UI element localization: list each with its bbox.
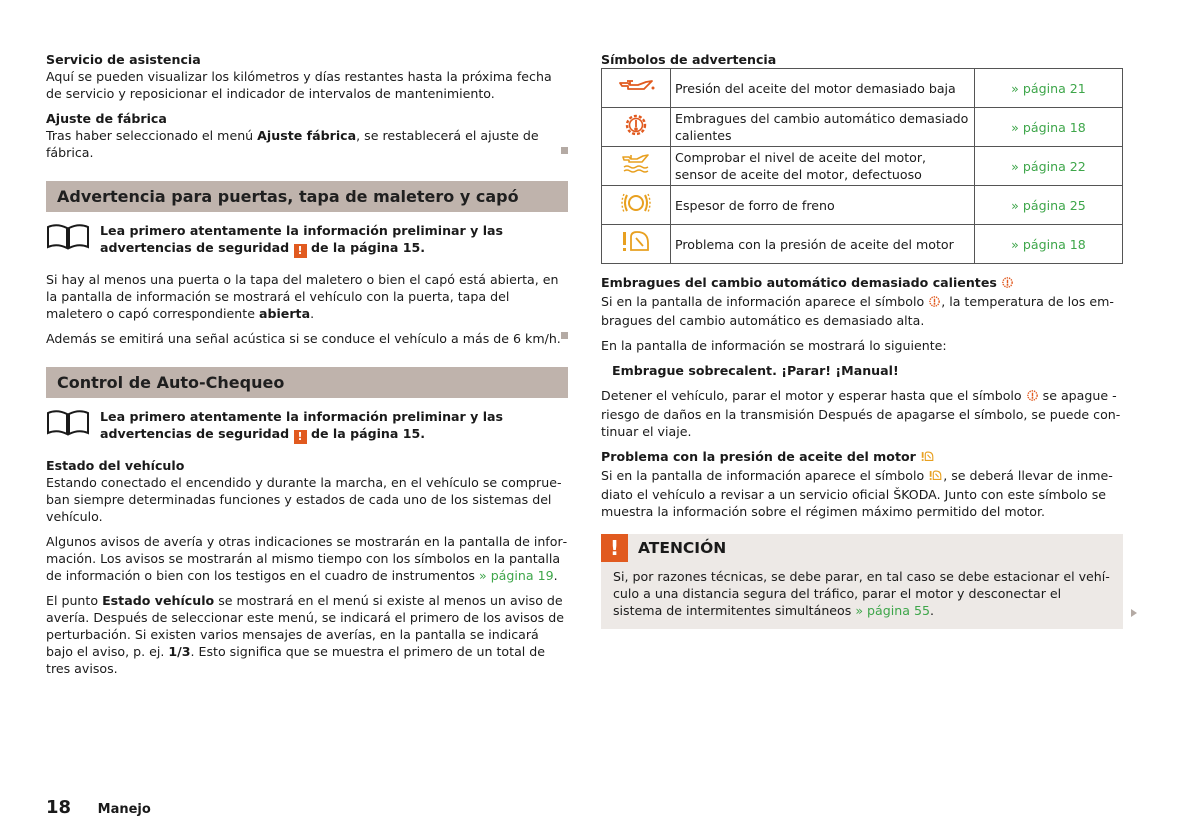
puertas-p1 — [46, 271, 568, 322]
oil-level-icon — [602, 147, 671, 186]
book-icon — [46, 222, 92, 254]
ajuste-text-a: Tras haber seleccionado el menú — [46, 128, 258, 143]
table-row — [602, 225, 1123, 264]
row-text: Problema con la presión de aceite del motor — [671, 225, 975, 264]
problema-body — [601, 467, 1123, 520]
puertas-text-b: . — [310, 306, 315, 321]
left-column — [46, 51, 568, 685]
puertas-p2 — [46, 330, 568, 347]
read-text-a: Lea primero atentamente la información preliminar y las advertencias de seguridad — [100, 223, 504, 255]
embragues-p3-a: Detener el vehículo, parar el motor y esperar hasta que el símbolo — [601, 388, 1026, 403]
row-text: Presión del aceite del motor demasiado baja — [671, 69, 975, 108]
read-notice — [46, 408, 568, 444]
section-heading-autocheck: Control de Auto-Chequeo — [46, 367, 568, 398]
table-row — [602, 186, 1123, 225]
puertas-p2-text: Además se emitirá una señal acústica si se conduce el vehículo a más de 6 km/h. — [46, 331, 561, 346]
footer-section: Manejo — [97, 802, 151, 817]
punto-c: se mostrará en el menú si existe al menos un aviso de avería. Después de seleccionar este menú, se indicará el primero de los avisos de perturbación. Si existen varios mensajes de averías, en la pantalla se indicará bajo el aviso, p. ej. — [46, 593, 564, 659]
page-55-link[interactable]: » página 55 — [855, 603, 930, 618]
page-link[interactable]: » página 25 — [975, 186, 1123, 225]
ajuste-text-b: , se restablecerá el ajuste de fábrica. — [46, 128, 539, 160]
punto-counter: 1/3 — [168, 644, 191, 659]
page-link[interactable]: » página 18 — [975, 108, 1123, 147]
oil-pressure-gauge-icon — [602, 225, 671, 264]
atencion-title: ATENCIÓN — [638, 538, 727, 557]
gear-temp-icon — [602, 108, 671, 147]
atencion-end: . — [929, 603, 934, 618]
oil-pressure-gauge-icon — [920, 450, 935, 467]
embragues-text-a: Si en la pantalla de información aparece el símbolo — [601, 294, 929, 309]
continue-arrow-icon — [1131, 609, 1137, 617]
display-message: Embrague sobrecalent. ¡Parar! ¡Manual! — [612, 363, 899, 378]
embragues-title-text: Embragues del cambio automático demasiado calientes — [601, 275, 997, 290]
punto-e: . Esto significa que se muestra el primero de un total de tres avisos. — [46, 644, 546, 676]
estado-title: Estado del vehículo — [46, 458, 185, 473]
right-column — [601, 51, 1123, 629]
row-text: Espesor de forro de freno — [671, 186, 975, 225]
page-link[interactable]: » página 22 — [975, 147, 1123, 186]
atencion-header — [601, 534, 1123, 562]
embragues-text-b: , la temperatura de los embragues del cambio automático es demasiado alta. — [601, 294, 1114, 328]
ajuste-body — [46, 127, 568, 161]
warning-mark-icon: ! — [294, 430, 307, 444]
ajuste-menu-name: Ajuste fábrica — [257, 128, 357, 143]
warning-symbols-table — [601, 68, 1123, 264]
punto-paragraph — [46, 592, 568, 677]
puertas-text-a: Si hay al menos una puerta o la tapa del maletero o bien el capó está abierta, en la pantalla de información se mostrará el vehículo con la puerta, tapa del maletero o capó correspondiente — [46, 272, 559, 321]
brake-pad-icon — [602, 186, 671, 225]
estado-section — [46, 457, 568, 525]
section-heading-puertas: Advertencia para puertas, tapa de maletero y capó — [46, 181, 568, 212]
end-marker — [561, 332, 568, 339]
gear-temp-icon — [1026, 389, 1039, 406]
book-icon — [46, 408, 92, 440]
embragues-p3 — [601, 387, 1123, 440]
read-text-a: Lea primero atentamente la información preliminar y las advertencias de seguridad — [100, 409, 504, 441]
oil-can-icon — [602, 69, 671, 108]
problema-section — [601, 448, 1123, 520]
page-number: 18 — [46, 797, 72, 818]
page-link[interactable]: » página 18 — [975, 225, 1123, 264]
punto-a: El punto — [46, 593, 103, 608]
avisos-text: Algunos avisos de avería y otras indicaciones se mostrarán en la pantalla de información. Los avisos se mostrarán al mismo tiempo con los símbolos en la pantalla de información o bien con los testigos en el cuadro de instrumentos — [46, 534, 568, 583]
gear-temp-icon — [928, 295, 941, 312]
ajuste-section — [46, 110, 568, 161]
embragues-p3-b: se apague - riesgo de daños en la transmisión Después de apagarse el símbolo, se puede continuar el viaje. — [601, 388, 1121, 439]
problema-title — [601, 448, 1123, 467]
read-notice-text — [92, 222, 568, 258]
end-marker — [561, 147, 568, 154]
table-row — [602, 69, 1123, 108]
table-title: Símbolos de advertencia — [601, 52, 777, 67]
servicio-section — [46, 51, 568, 102]
embragues-title — [601, 274, 1123, 293]
avisos-paragraph — [46, 533, 568, 584]
atencion-text: Si, por razones técnicas, se debe parar, en tal caso se debe estacionar el vehículo a una distancia segura del tráfico, parar el motor y desconectar el sistema de intermitentes simultáneos — [613, 569, 1110, 618]
servicio-title: Servicio de asistencia — [46, 52, 201, 67]
table-row — [602, 108, 1123, 147]
embragues-p2: En la pantalla de información se mostrará lo siguiente: — [601, 338, 947, 353]
read-notice-text — [92, 408, 568, 444]
embragues-section — [601, 274, 1123, 329]
read-text-b: de la página 15. — [306, 426, 426, 441]
warning-mark-icon: ! — [294, 244, 307, 258]
row-text: Embragues del cambio automático demasiado calientes — [671, 108, 975, 147]
atencion-body — [601, 562, 1123, 629]
puertas-bold: abierta — [258, 306, 311, 321]
avisos-end: . — [553, 568, 558, 583]
row-text: Comprobar el nivel de aceite del motor, sensor de aceite del motor, defectuoso — [671, 147, 975, 186]
problema-text-a: Si en la pantalla de información aparece el símbolo — [601, 468, 929, 483]
problema-title-text: Problema con la presión de aceite del motor — [601, 449, 916, 464]
servicio-body: Aquí se pueden visualizar los kilómetros y días restantes hasta la próxima fecha de servicio y reposicionar el indicador de intervalos de mantenimiento. — [46, 69, 552, 101]
estado-body: Estando conectado el encendido y durante la marcha, en el vehículo se comprueban siempre determinadas funciones y estados de cada uno de los sistemas del vehículo. — [46, 475, 562, 524]
gear-temp-icon — [1001, 276, 1014, 293]
atencion-box — [601, 534, 1123, 629]
embragues-body — [601, 293, 1123, 329]
exclamation-icon: ! — [601, 534, 628, 562]
page-link[interactable]: » página 21 — [975, 69, 1123, 108]
ajuste-title: Ajuste de fábrica — [46, 111, 167, 126]
punto-menu-name: Estado vehículo — [102, 593, 215, 608]
read-notice — [46, 222, 568, 258]
read-text-b: de la página 15. — [306, 240, 426, 255]
table-row — [602, 147, 1123, 186]
page-19-link[interactable]: » página 19 — [478, 568, 554, 583]
oil-pressure-gauge-icon — [928, 469, 943, 486]
page-footer — [46, 797, 151, 818]
problema-text-b: , se deberá llevar de inmediato el vehículo a revisar a un servicio oficial ŠKODA. Junto con este símbolo se muestra la información sobre el régimen máximo permitido del motor. — [601, 468, 1113, 519]
